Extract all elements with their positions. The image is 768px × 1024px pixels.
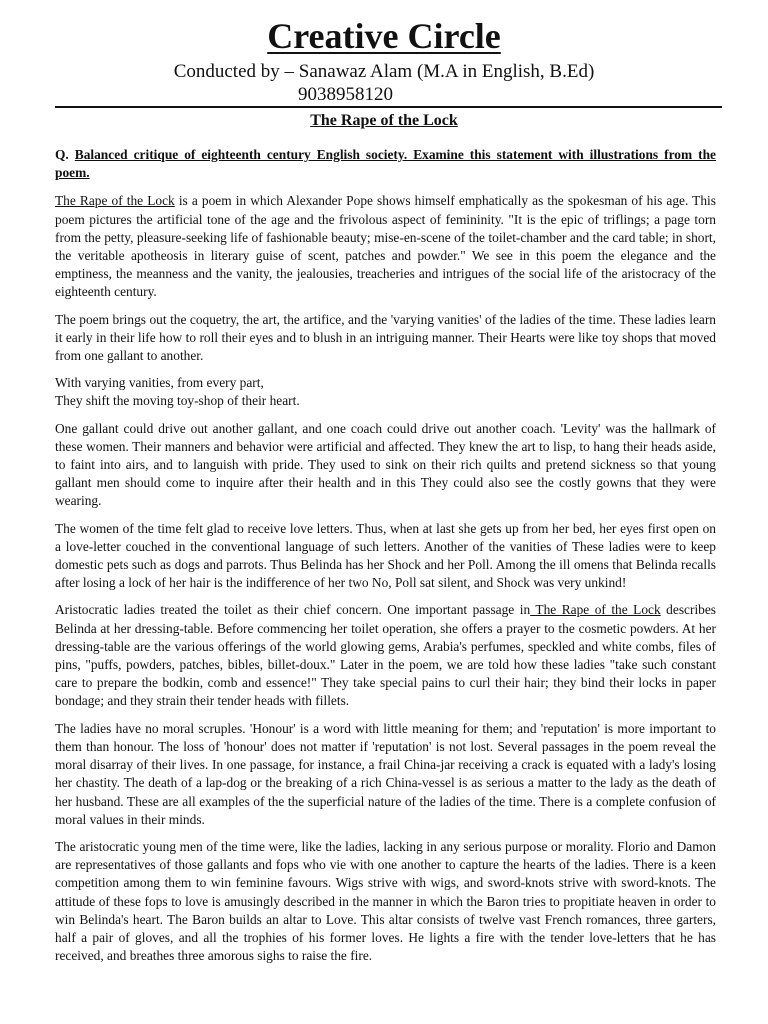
question-label: Q. — [55, 147, 69, 162]
question-text: Balanced critique of eighteenth century English society. Examine this statement with illustrations from the poem. — [55, 147, 716, 181]
phone-number: 9038958120 — [298, 84, 393, 105]
verse-quote — [55, 374, 716, 410]
verse-line-1: With varying vanities, from every part, — [55, 375, 264, 391]
verse-line-2: They shift the moving toy-shop of their heart. — [55, 393, 300, 409]
paragraph-3: One gallant could drive out another gallant, and one coach could drive out another coach. 'Levity' was the hallmark of these women. Their manners and behavior were artificial and affected. They knew the art to lisp, to hang their heads aside, to faint into airs, and to languish with pride. They used to sink on their rich quilts and pretend sickness so that young gallant men should come to inquire after their health and in this They could also see the costly gowns that they were wearing. — [55, 420, 716, 509]
paragraph-1 — [55, 192, 716, 301]
paragraph-5 — [55, 601, 716, 710]
paragraph-1-text: is a poem in which Alexander Pope shows himself emphatically as the spokesman of his age. This poem pictures the artificial tone of the age and the frivolous aspect of femininity. "It is the epic of triflings; a page torn from the petty, pleasure-seeking life of fashionable beauty; mise-en-scene of the toilet-chamber and the card table; in short, the veritable apotheosis in literary guise of scent, patches and powder." We see in this poem the elegance and the emptiness, the meanness and the vanity, the jealousies, treacheries and intrigues of the social life of the aristocracy of the eighteenth century. — [55, 193, 716, 300]
paragraph-6: The ladies have no moral scruples. 'Honour' is a word with little meaning for them; and 'reputation' is more important to them than honour. The loss of 'honour' does not matter if 'reputation' is not lost. Several passages in the poem reveal the moral disarray of their lives. In one passage, for instance, a frail China-jar receiving a crack is equated with a lady's losing her chastity. The death of a lap-dog or the breaking of a rich China-vessel is as serious a matter to the lady as the death of her husband. These are all examples of the the superficial nature of the ladies of the time. There is a complete confusion of moral values in their minds. — [55, 720, 716, 827]
document-title — [0, 111, 768, 131]
paragraph-2: The poem brings out the coquetry, the art, the artifice, and the 'varying vanities' of the ladies of the time. These ladies learn it early in their life how to roll their eyes and to blush in an intriguing manner. Their Hearts were like toy shops that moved from one gallant to another. — [55, 311, 716, 364]
document-body — [55, 146, 716, 974]
paragraph-7: The aristocratic young men of the time were, like the ladies, lacking in any serious purpose or morality. Florio and Damon are representatives of those gallants and fops who vie with one another to capture the hearts of the ladies. There is a keen competition among them to win feminine favours. Wigs strive with wigs, and sword-knots strive with sword-knots. The attitude of these fops to love is amusingly described in the manner in which the Baron tries to propitiate heaven in order to win Belinda's heart. The Baron builds an altar to Love. This altar consists of twelve vast French romances, three garters, half a pair of gloves, and all the trophies of his former loves. He lights a fire with the tender love-letters that he has received, and breathes three amorous sighs to raise the fire. — [55, 838, 716, 964]
title-text: Creative Circle — [267, 16, 501, 56]
question — [55, 146, 716, 182]
paragraph-4: The women of the time felt glad to receive love letters. Thus, when at last she gets up from her bed, her eyes first open on a love-letter couched in the conventional language of such letters. Another of the vanities of These ladies were to keep domestic pets such as dogs and parrots. Thus Belinda has her Shock and her Poll. Among the ill omens that Belinda recalls after losing a lock of her hair is the indifference of her two No, Poll sat silent, and Shock was very unkind! — [55, 520, 716, 591]
page-title — [0, 14, 768, 58]
paragraph-5-start: Aristocratic ladies treated the toilet as their chief concern. One important passage in — [55, 602, 531, 618]
poem-title-reference: The Rape of the Lock — [55, 193, 175, 209]
poem-title-reference-2: The Rape of the Lock — [530, 602, 661, 618]
paragraph-5-text: describes Belinda at her dressing-table. Before commencing her toilet operation, she offers a prayer to the cosmetic powders. At her dressing-table are the various offerings of the world glowing gems, Arabia's perfumes, speckled and white combs, files of pins, "puffs, powders, patches, bibles, billet-doux." Later in the poem, we are told how these ladies "take such constant care to prepare the bodkin, comb and essence!" They take special pains to curl their hair; they bind their locks in paper bondage; and they strain their tender heads with fillets. — [55, 602, 717, 709]
document-title-text: The Rape of the Lock — [310, 112, 458, 129]
conducted-by-line: Conducted by – Sanawaz Alam (M.A in English, B.Ed) — [173, 61, 595, 82]
header-divider — [55, 106, 722, 108]
